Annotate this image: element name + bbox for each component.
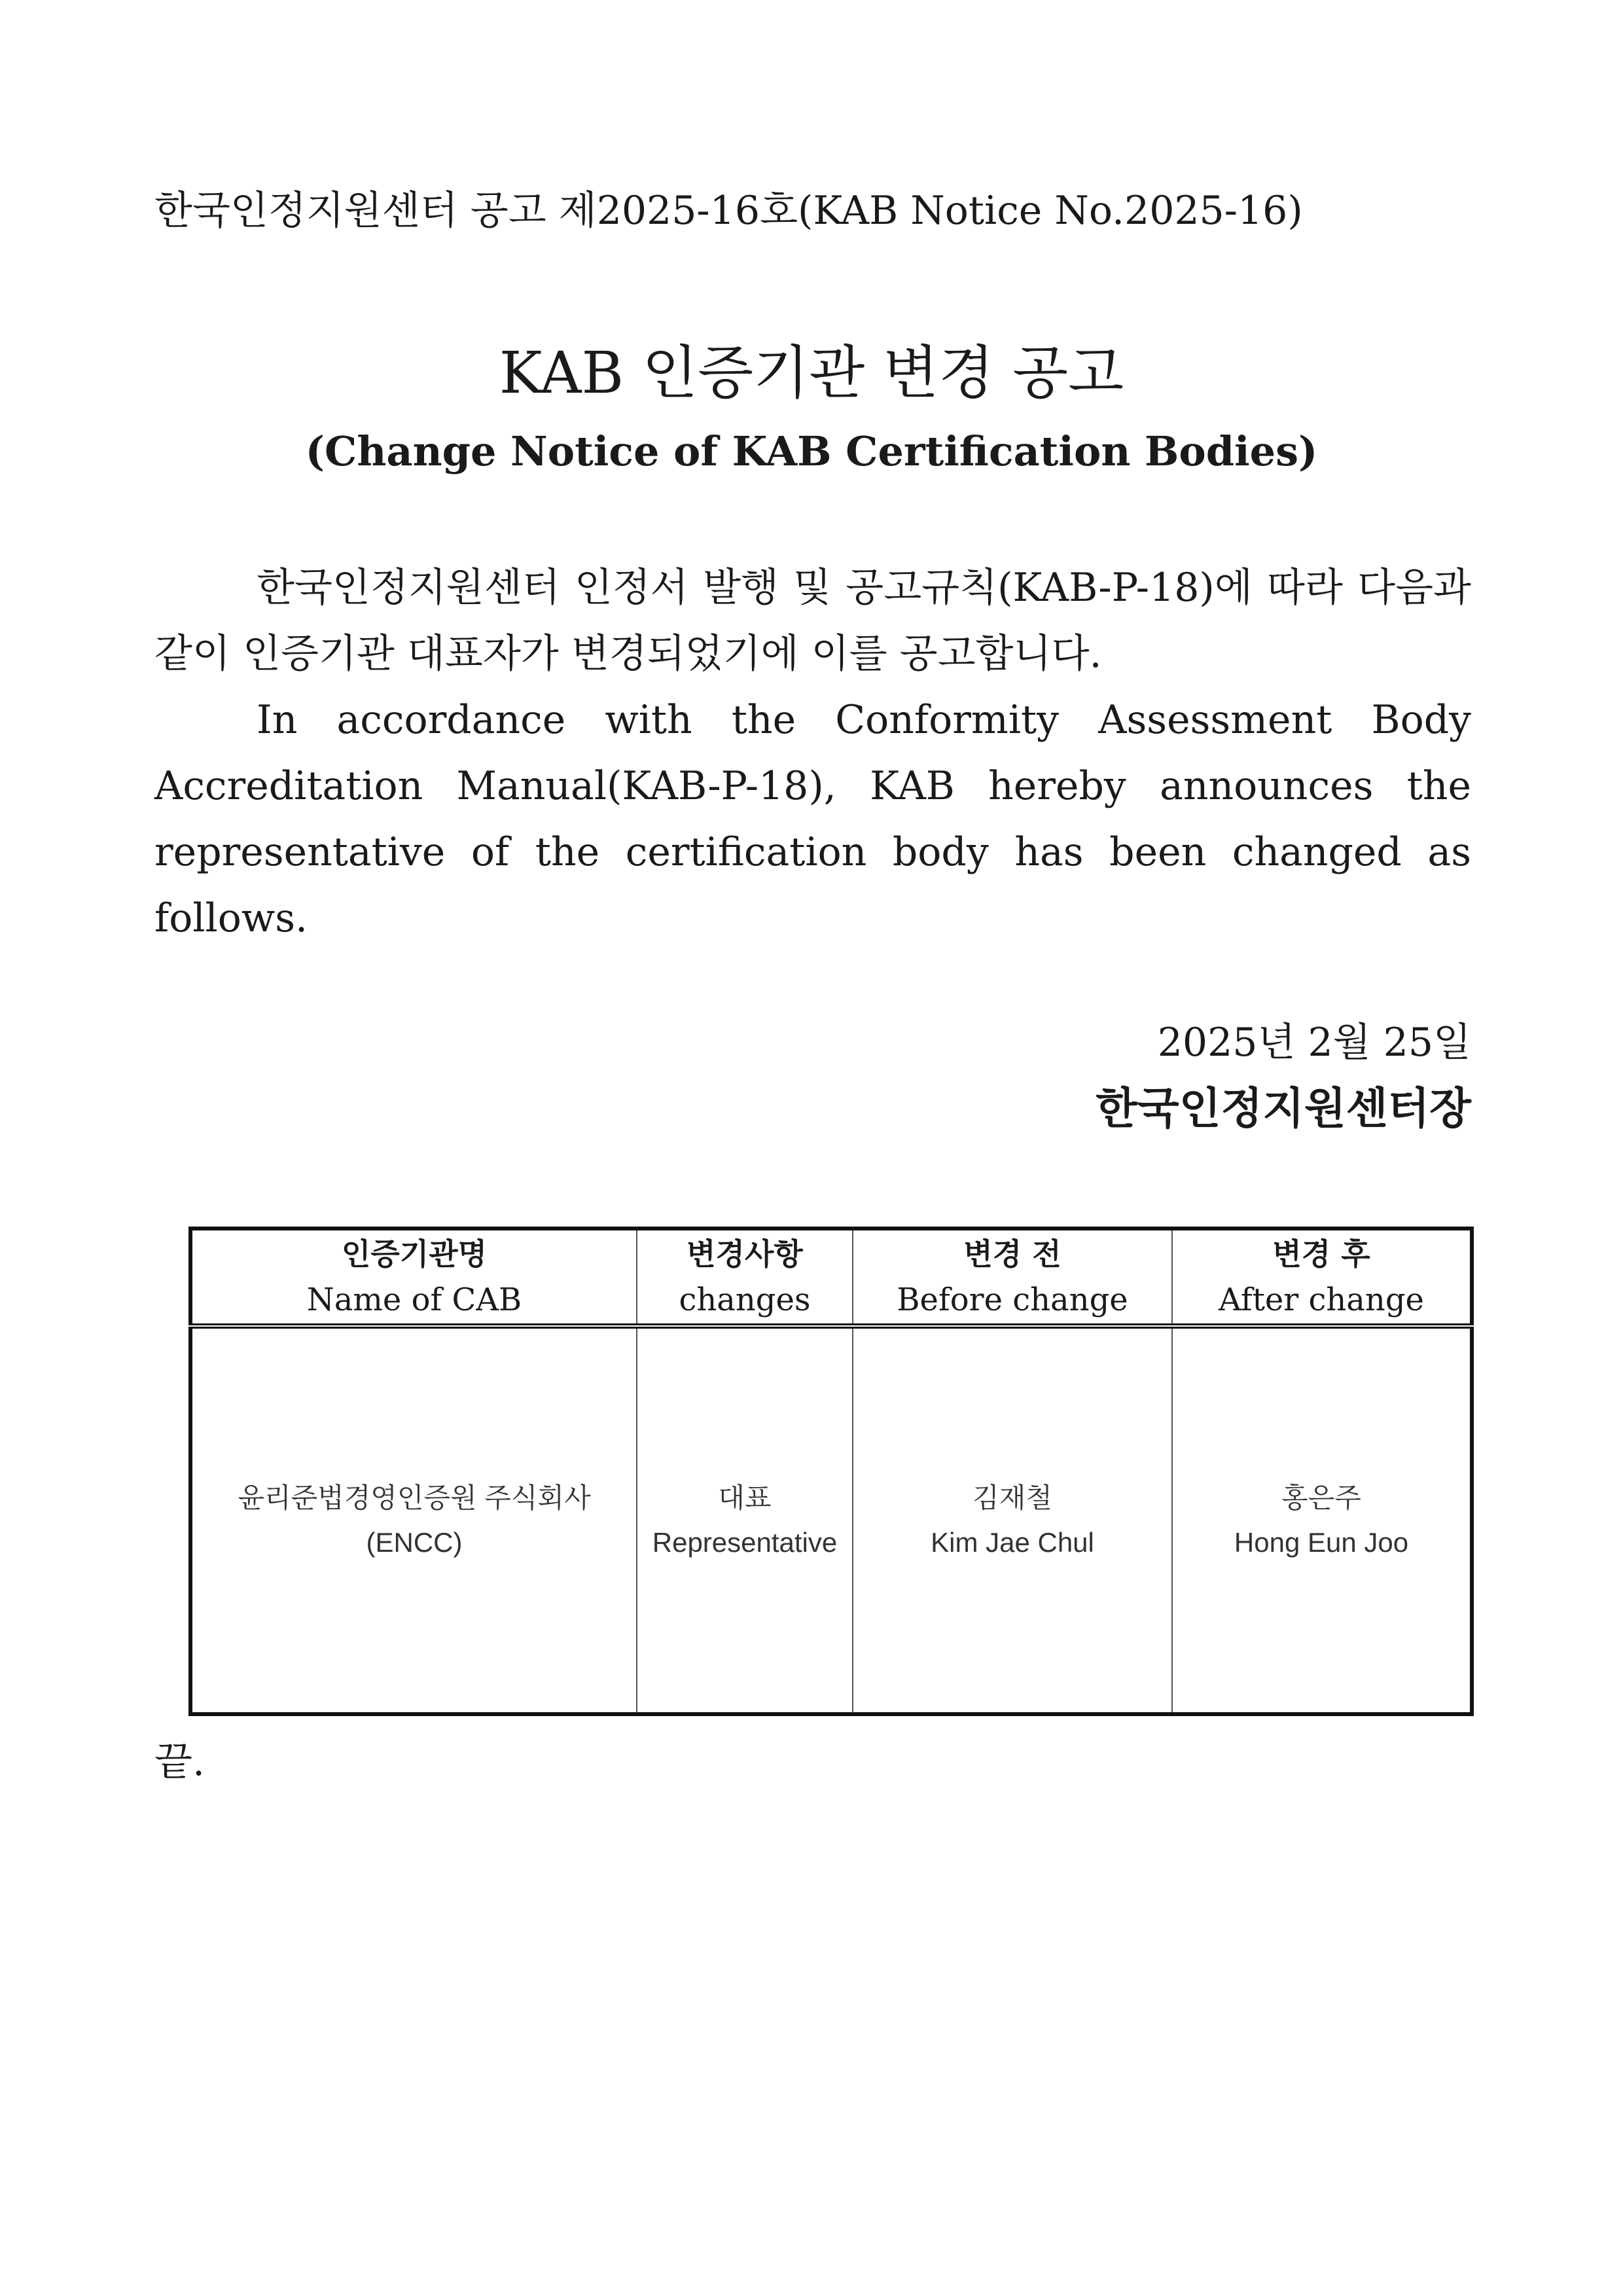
- cell-change-type: [637, 1326, 853, 1714]
- header-label-en: changes: [679, 1282, 811, 1318]
- header-after-change: [1172, 1229, 1472, 1326]
- before-name-en: Kim Jae Chul: [931, 1527, 1094, 1558]
- change-type-ko: 대표: [718, 1482, 772, 1513]
- header-label-ko: 변경 전: [963, 1236, 1061, 1272]
- cab-change-table: [188, 1227, 1474, 1716]
- notice-number: 한국인정지원센터 공고 제2025-16호(KAB Notice No.2025-16): [154, 188, 1303, 234]
- header-changes: [637, 1229, 853, 1326]
- after-name-en: Hong Eun Joo: [1234, 1527, 1409, 1558]
- cab-name-ko: 윤리준법경영인증원 주식회사: [238, 1482, 591, 1513]
- issuer-name: 한국인정지원센터장: [1096, 1083, 1471, 1134]
- body-paragraph-korean: 한국인정지원센터 인정서 발행 및 공고규칙(KAB-P-18)에 따라 다음과 같이 인증기관 대표자가 변경되었기에 이를 공고합니다.: [154, 565, 1471, 677]
- after-name-ko: 홍은주: [1281, 1482, 1361, 1513]
- header-label-en: Name of CAB: [306, 1282, 522, 1318]
- cell-after-change: [1172, 1326, 1472, 1714]
- table-header-row: [190, 1229, 1472, 1326]
- header-label-ko: 변경사항: [687, 1236, 803, 1272]
- change-type-en: Representative: [652, 1527, 838, 1558]
- header-label-ko: 인증기관명: [341, 1236, 488, 1272]
- header-label-en: After change: [1219, 1282, 1424, 1318]
- notice-date: 2025년 2월 25일: [1157, 1020, 1471, 1066]
- document-title: KAB 인증기관 변경 공고: [499, 339, 1124, 406]
- end-mark: 끝.: [154, 1739, 205, 1785]
- body-paragraph-english: In accordance with the Conformity Assessment Body Accreditation Manual(KAB-P-18), KAB hereby announces the representative of the certification body has been changed as follows.: [154, 697, 1471, 941]
- header-cab-name: [190, 1229, 637, 1326]
- header-label-en: Before change: [897, 1282, 1128, 1318]
- cab-name-en: (ENCC): [366, 1527, 463, 1558]
- header-label-ko: 변경 후: [1272, 1236, 1370, 1272]
- notice-body: [154, 555, 1471, 952]
- before-name-ko: 김재철: [972, 1482, 1052, 1513]
- document-subtitle: (Change Notice of KAB Certification Bodies): [305, 427, 1318, 475]
- cell-before-change: [853, 1326, 1172, 1714]
- cell-cab-name: [190, 1326, 637, 1714]
- table-row: [190, 1326, 1472, 1714]
- header-before-change: [853, 1229, 1172, 1326]
